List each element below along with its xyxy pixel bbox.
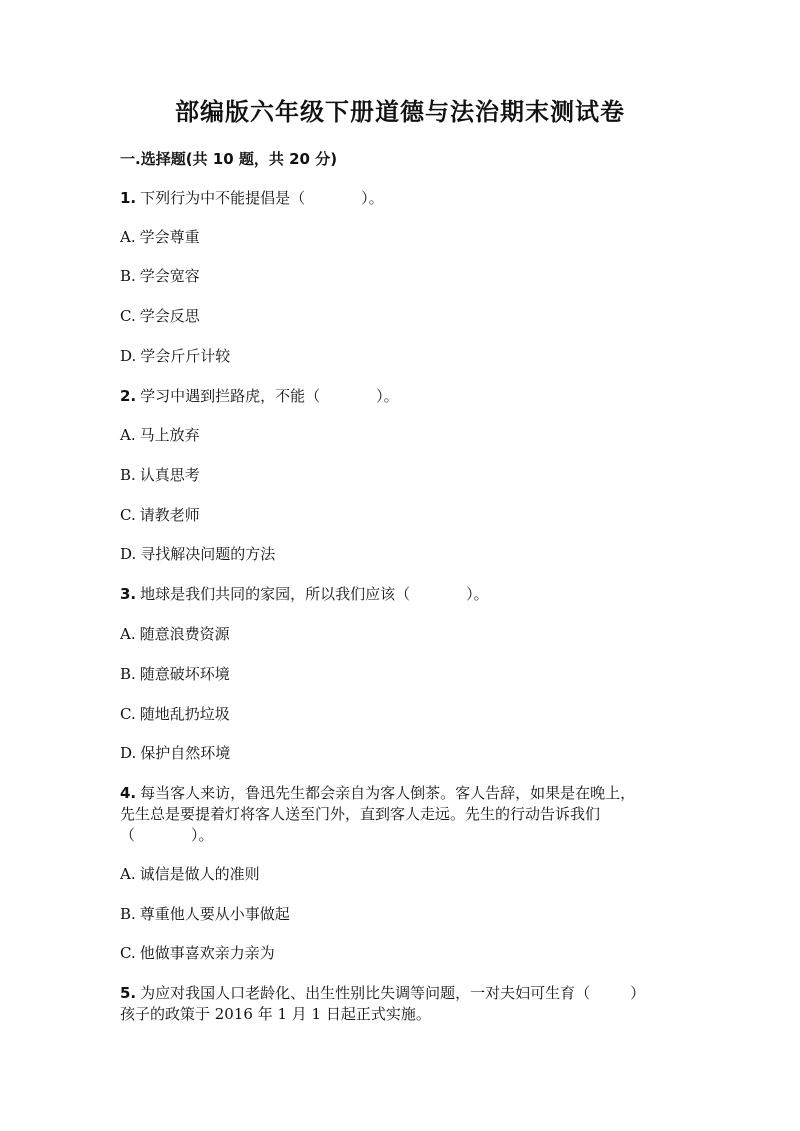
option-text: 马上放弃: [139, 426, 200, 444]
option-2b: [120, 465, 680, 486]
option-letter: D.: [120, 744, 137, 762]
option-4a: [120, 864, 680, 885]
option-text: 学会宽容: [139, 267, 200, 285]
option-letter: A.: [120, 228, 136, 246]
option-letter: D.: [120, 347, 137, 365]
option-4c: [120, 943, 680, 964]
question-text-end: ）。: [376, 387, 399, 405]
option-text: 随意浪费资源: [139, 625, 230, 643]
question-text: 地球是我们共同的家园，所以我们应该（: [140, 585, 411, 603]
question-2: [120, 386, 680, 407]
option-4b: [120, 904, 680, 925]
option-text: 他做事喜欢亲力亲为: [139, 944, 275, 962]
option-text: 随地乱扔垃圾: [139, 705, 230, 723]
option-3d: [120, 743, 680, 764]
option-letter: B.: [120, 466, 136, 484]
option-letter: B.: [120, 905, 136, 923]
question-text: 为应对我国人口老龄化、出生性别比失调等问题，一对夫妇可生育（: [140, 984, 591, 1002]
question-5-line-2: 孩子的政策于 2016 年 1 月 1 日起正式实施。: [120, 1005, 431, 1023]
option-text: 随意破坏环境: [139, 665, 230, 683]
option-3a: [120, 624, 680, 645]
option-text: 学会尊重: [139, 228, 200, 246]
question-text: 下列行为中不能提倡是（: [140, 189, 306, 207]
question-text: 学习中遇到拦路虎，不能（: [140, 387, 321, 405]
question-number: 3.: [120, 585, 137, 603]
question-4-line-2: 先生总是要提着灯将客人送至门外，直到客人走远。先生的行动告诉我们: [120, 805, 601, 823]
question-number: 1.: [120, 189, 137, 207]
option-1b: [120, 266, 680, 287]
question-4-line-3: [120, 825, 680, 846]
option-letter: A.: [120, 426, 136, 444]
question-text-end: ）: [630, 984, 646, 1002]
question-text: （: [120, 826, 136, 844]
question-number: 2.: [120, 387, 137, 405]
question-number: 5.: [120, 984, 137, 1002]
question-text: 每当客人来访，鲁迅先生都会亲自为客人倒茶。客人告辞，如果是在晚上，: [140, 784, 636, 802]
option-text: 认真思考: [139, 466, 200, 484]
option-letter: C.: [120, 705, 136, 723]
question-5-line-1: [120, 983, 680, 1004]
option-3b: [120, 664, 680, 685]
option-2a: [120, 425, 680, 446]
option-2c: [120, 505, 680, 526]
option-text: 请教老师: [139, 506, 200, 524]
option-text: 学会斤斤计较: [140, 347, 231, 365]
question-3: [120, 584, 680, 605]
option-text: 保护自然环境: [140, 744, 231, 762]
question-4-line-1: [120, 783, 680, 804]
option-text: 诚信是做人的准则: [139, 865, 260, 883]
question-text-end: ）。: [466, 585, 489, 603]
option-letter: B.: [120, 267, 136, 285]
option-letter: D.: [120, 545, 137, 563]
question-text-end: ）。: [191, 826, 214, 844]
option-letter: B.: [120, 665, 136, 683]
option-3c: [120, 704, 680, 725]
option-text: 学会反思: [139, 307, 200, 325]
option-2d: [120, 544, 680, 565]
question-text-end: ）。: [361, 189, 384, 207]
option-letter: C.: [120, 307, 136, 325]
question-number: 4.: [120, 784, 137, 802]
option-letter: C.: [120, 506, 136, 524]
page-title: 部编版六年级下册道德与法治期末测试卷: [175, 97, 625, 126]
option-text: 寻找解决问题的方法: [140, 545, 276, 563]
option-1d: [120, 346, 680, 367]
question-1: [120, 188, 680, 209]
option-letter: C.: [120, 944, 136, 962]
option-text: 尊重他人要从小事做起: [139, 905, 290, 923]
section-heading: 一.选择题(共 10 题，共 20 分): [120, 150, 338, 168]
option-1c: [120, 306, 680, 327]
option-letter: A.: [120, 625, 136, 643]
option-1a: [120, 227, 680, 248]
option-letter: A.: [120, 865, 136, 883]
